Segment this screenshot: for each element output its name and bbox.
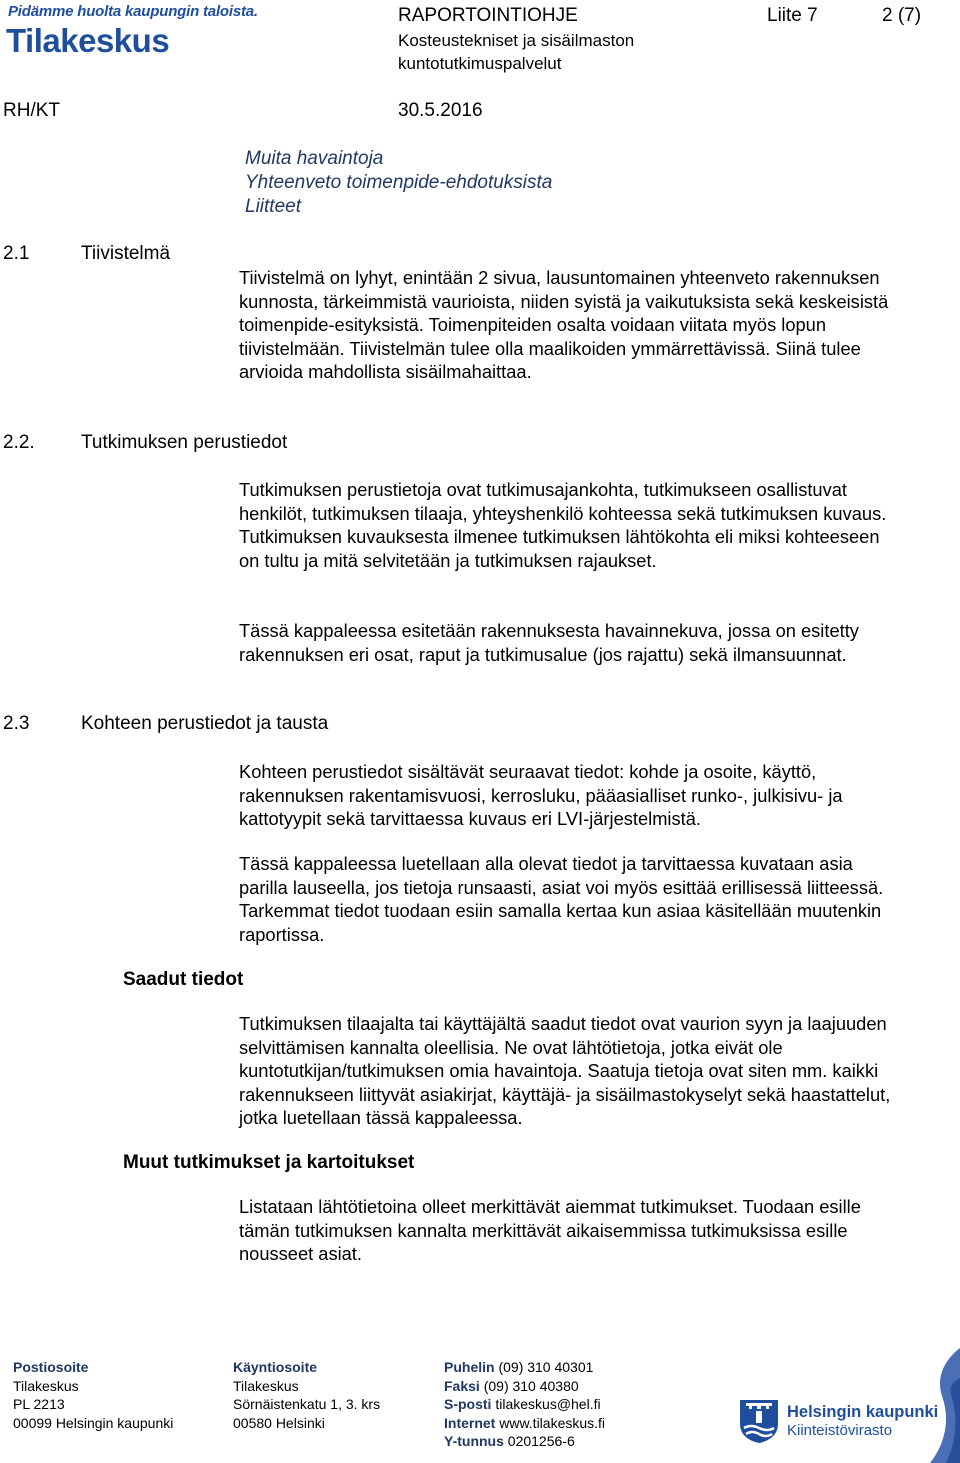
paragraph-other-studies: Listataan lähtötietoina olleet merkittävät aiemmat tutkimukset. Tuodaan esille tämän tutkimuksen kannalta merkittävät aikaisemmissa tutkimuksissa esille nousseet asiat. [239, 1196, 861, 1264]
corner-wave-decoration [920, 1348, 960, 1463]
doc-type: RAPORTOINTIOHJE [398, 5, 578, 26]
footer-visit-address [233, 1358, 380, 1432]
paragraph-received-info: Tutkimuksen tilaajalta tai käyttäjältä saadut tiedot ovat vaurion syyn ja laajuuden selvittämisen kannalta oleellisia. Ne ovat lähtötietoja, jotka eivät ole kuntotutkijan/tutkimuksen omia havaintoja. Saatuja tietoja ovat siten mm. kaikki rakennukseen liittyvät asiakirjat, käyttäjä- ja sisäilmastokyselyt sekä haastattelut, jotka luetellaan tässä kappaleessa. [239, 1013, 891, 1128]
department-line-2: kuntotutkimuspalvelut [398, 54, 562, 73]
footer-line: Tilakeskus [233, 1377, 299, 1394]
footer-visit-title: Käyntiosoite [233, 1359, 318, 1375]
org-name: Helsingin kaupunki [787, 1403, 939, 1421]
footer-phone: Puhelin (09) 310 40301 [444, 1359, 594, 1375]
footer-postal-title: Postiosoite [13, 1359, 89, 1375]
footer-email: S-posti tilakeskus@hel.fi [444, 1396, 601, 1413]
website-link[interactable]: www.tilakeskus.fi [499, 1414, 606, 1431]
page-number: 2 (7) [882, 5, 922, 26]
footer-contact [444, 1358, 605, 1451]
section-title: Tutkimuksen perustiedot [81, 432, 288, 453]
logo-brand: Tilakeskus [6, 22, 170, 59]
footer-internet: Internet www.tilakeskus.fi [444, 1414, 606, 1431]
footer-business-id: Y-tunnus 0201256-6 [444, 1433, 575, 1450]
footer-fax: Faksi (09) 310 40380 [444, 1377, 579, 1394]
footer-line: Tilakeskus [13, 1377, 79, 1394]
footer-postal-address [13, 1358, 173, 1432]
footer-line: 00580 Helsinki [233, 1414, 325, 1431]
org-unit: Kiinteistövirasto [787, 1422, 893, 1439]
attachment-label: Liite 7 [767, 5, 818, 26]
paragraph-study-basics: Tutkimuksen perustietoja ovat tutkimusajankohta, tutkimukseen osallistuvat henkilöt, tutkimuksen tilaaja, yhteyshenkilö kohteessa sekä tutkimuksen kuvaus. Tutkimuksen kuvauksesta ilmenee tutkimuksen lähtökohta eli miksi kohteeseen on tultu ja mitä selvitetään ja tutkimuksen rajaukset. [239, 479, 887, 571]
toc-item: Muita havaintoja [245, 148, 384, 169]
section-title: Tiivistelmä [81, 243, 171, 264]
footer-line: Sörnäistenkatu 1, 3. krs [233, 1396, 381, 1413]
helsinki-crest-icon [738, 1398, 780, 1444]
department-line-1: Kosteustekniset ja sisäilmaston [398, 31, 635, 50]
paragraph-summary: Tiivistelmä on lyhyt, enintään 2 sivua, lausuntomainen yhteenveto rakennuksen kunnosta, tärkeimmistä vaurioista, niiden syistä ja vaikutuksista sekä keskeisistä toimenpide-esityksistä. Toimenpiteiden osalta voidaan viitata myös lopun tiivistelmään. Tiivistelmän tulee olla maalikoiden ymmärrettävissä. Siinä tulee arvioida mahdollista sisäilmahaittaa. [239, 267, 889, 382]
email-link[interactable]: tilakeskus@hel.fi [495, 1396, 601, 1413]
toc-item: Liitteet [245, 196, 301, 217]
paragraph-listing: Tässä kappaleessa luetellaan alla olevat tiedot ja tarvittaessa kuvataan asia parilla lauseella, jos tietoja runsaasti, asiat voi myös esittää erillisessä liitteessä. Tarkemmat tiedot tuodaan esiin samalla kertaa kun asiaa käsitellään muutenkin raportissa. [239, 853, 884, 945]
paragraph-site-basics: Kohteen perustiedot sisältävät seuraavat tiedot: kohde ja osoite, käyttö, rakennuksen rakentamisvuosi, kerrosluku, pääasialliset runko-, julkisivu- ja kattotyypit sekä tarvittaessa kuvaus eri LVI-järjestelmistä. [239, 761, 843, 829]
author: RH/KT [3, 100, 60, 121]
logo-slogan: Pidämme huolta kaupungin taloista. [8, 3, 258, 20]
paragraph-illustration: Tässä kappaleessa esitetään rakennuksesta havainnekuva, jossa on esitetty rakennuksen eri osat, raput ja tutkimusalue (jos rajattu) sekä ilmansuunnat. [239, 620, 859, 665]
section-number: 2.2. [3, 432, 35, 453]
section-number: 2.1 [3, 243, 30, 264]
toc-item: Yhteenveto toimenpide-ehdotuksista [245, 172, 553, 193]
footer-line: PL 2213 [13, 1396, 65, 1413]
footer-line: 00099 Helsingin kaupunki [13, 1414, 174, 1431]
subheading-other-studies: Muut tutkimukset ja kartoitukset [123, 1152, 415, 1173]
section-title: Kohteen perustiedot ja tausta [81, 713, 329, 734]
subheading-received-info: Saadut tiedot [123, 969, 244, 990]
document-date: 30.5.2016 [398, 100, 483, 121]
section-number: 2.3 [3, 713, 30, 734]
